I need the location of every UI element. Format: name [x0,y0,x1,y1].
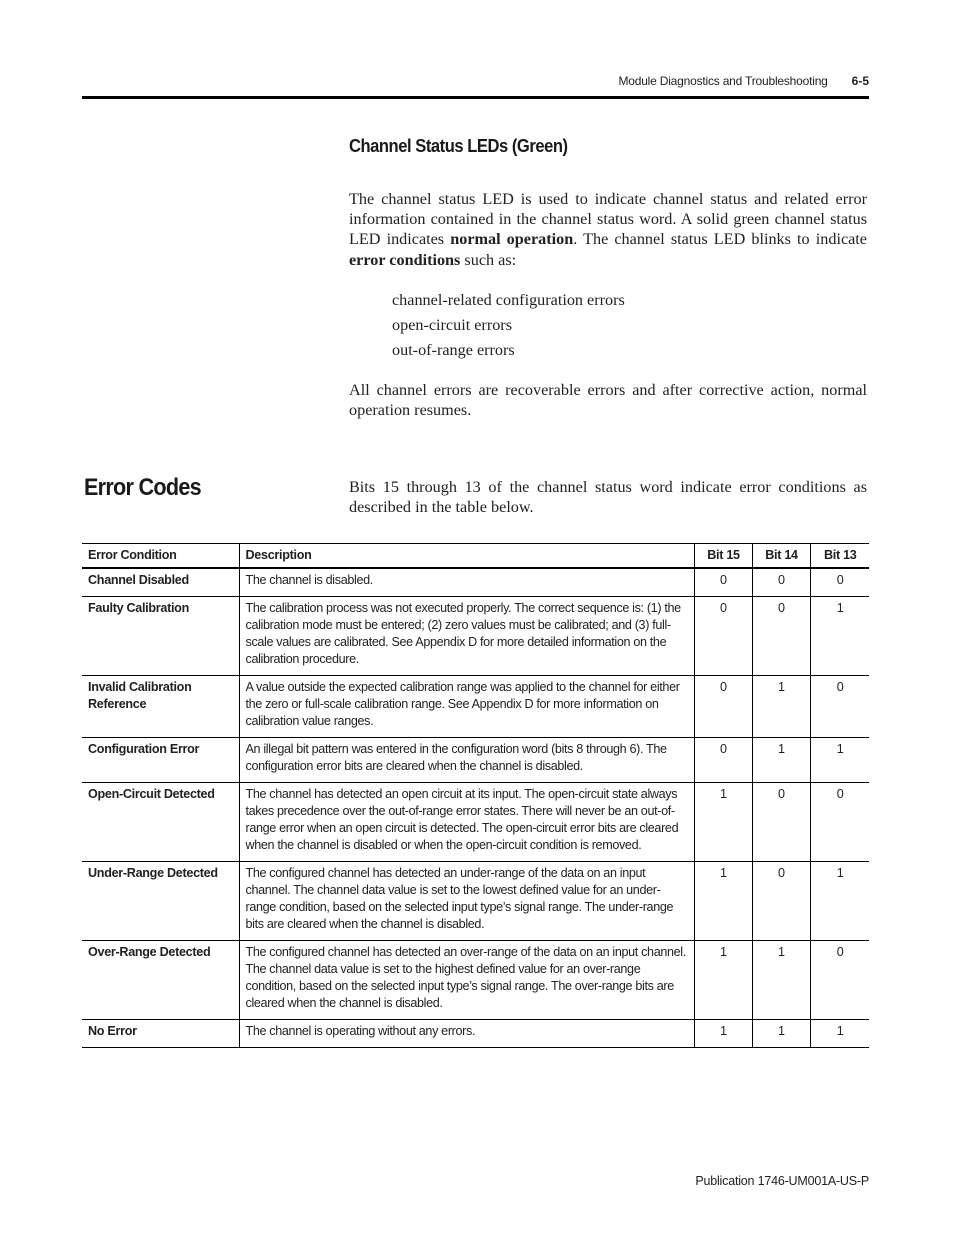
bit14-cell: 1 [752,676,810,738]
bit15-cell: 0 [694,676,752,738]
column-header-bit14: Bit 14 [752,544,810,569]
error-condition-cell: Invalid Calibration Reference [82,676,239,738]
leds-paragraph-part-b: . The channel status LED blinks to indicate [573,230,867,249]
leds-paragraph [349,189,867,270]
bit14-cell: 1 [752,1020,810,1048]
error-condition-cell: Under-Range Detected [82,862,239,941]
bit15-cell: 1 [694,941,752,1020]
error-codes-heading: Error Codes [84,474,201,501]
bit13-cell: 1 [810,597,869,676]
bit15-cell: 0 [694,597,752,676]
normal-operation-emphasis: normal operation [450,230,574,249]
bit13-cell: 0 [810,568,869,597]
description-cell: An illegal bit pattern was entered in the configuration word (bits 8 through 6). The configuration error bits are cleared when the channel is disabled. [239,738,694,783]
leds-paragraph-part-c: such as: [460,250,517,269]
table-row [82,783,869,862]
error-type-list [392,290,625,365]
table-row [82,676,869,738]
column-header-bit15: Bit 15 [694,544,752,569]
description-cell: The channel has detected an open circuit at its input. The open-circuit state always takes precedence over the out-of-range error states. There will never be an out-of-range error when an open circuit is detected. The open-circuit error bits are cleared when the channel is disabled or when the open-circuit condition is removed. [239,783,694,862]
column-header-error-condition: Error Condition [82,544,239,569]
bit15-cell: 0 [694,738,752,783]
list-item: out-of-range errors [392,341,515,359]
list-item: channel-related configuration errors [392,291,625,309]
recoverable-errors-paragraph: All channel errors are recoverable errors and after corrective action, normal operation resumes. [349,381,867,420]
header-rule [82,96,869,99]
leds-paragraph-part-a: The channel status LED is used to indicate channel status and related error information contained in the channel status word. A solid green channel status LED indicates [349,190,867,249]
bit14-cell: 0 [752,783,810,862]
table-row [82,597,869,676]
bit15-cell: 0 [694,568,752,597]
header-section-title: Module Diagnostics and Troubleshooting [618,74,828,88]
bit14-cell: 0 [752,862,810,941]
error-condition-cell: Open-Circuit Detected [82,783,239,862]
error-condition-cell: Configuration Error [82,738,239,783]
bit13-cell: 1 [810,1020,869,1048]
running-header [82,74,869,88]
description-cell: A value outside the expected calibration range was applied to the channel for either the zero or full-scale calibration range. See Appendix D for more information on calibration value ranges. [239,676,694,738]
list-item: open-circuit errors [392,316,512,334]
error-condition-cell: Channel Disabled [82,568,239,597]
table-row [82,862,869,941]
bit15-cell: 1 [694,862,752,941]
description-cell: The configured channel has detected an over-range of the data on an input channel. The channel data value is set to the highest defined value for an over-range condition, based on the selected input type’s signal range. The over-range bits are cleared when the channel is disabled. [239,941,694,1020]
table-row [82,941,869,1020]
bit13-cell: 0 [810,941,869,1020]
description-cell: The calibration process was not executed properly. The correct sequence is: (1) the calibration mode must be entered; (2) zero values must be calibrated; and (3) full-scale values are calibrated. See Appendix D for more detailed information on the calibration procedure. [239,597,694,676]
error-condition-cell: No Error [82,1020,239,1048]
column-header-description: Description [239,544,694,569]
description-cell: The channel is disabled. [239,568,694,597]
table-row [82,1020,869,1048]
error-codes-intro: Bits 15 through 13 of the channel status word indicate error conditions as described in the table below. [349,478,867,517]
bit15-cell: 1 [694,783,752,862]
header-page-number: 6-5 [851,74,869,88]
table-row [82,738,869,783]
bit14-cell: 1 [752,738,810,783]
publication-footer: Publication 1746-UM001A-US-P [695,1174,869,1188]
error-conditions-emphasis: error conditions [349,250,461,269]
description-cell: The channel is operating without any errors. [239,1020,694,1048]
bit14-cell: 1 [752,941,810,1020]
bit13-cell: 0 [810,783,869,862]
column-header-bit13: Bit 13 [810,544,869,569]
error-codes-table [82,543,869,1048]
bit13-cell: 0 [810,676,869,738]
table-header-row [82,544,869,569]
table-row [82,568,869,597]
bit15-cell: 1 [694,1020,752,1048]
bit13-cell: 1 [810,862,869,941]
description-cell: The configured channel has detected an under-range of the data on an input channel. The channel data value is set to the lowest defined value for an under-range condition, based on the selected input type’s signal range. The under-range bits are cleared when the channel is disabled. [239,862,694,941]
bit13-cell: 1 [810,738,869,783]
error-condition-cell: Over-Range Detected [82,941,239,1020]
error-condition-cell: Faulty Calibration [82,597,239,676]
bit14-cell: 0 [752,568,810,597]
leds-section-heading: Channel Status LEDs (Green) [349,136,568,156]
bit14-cell: 0 [752,597,810,676]
